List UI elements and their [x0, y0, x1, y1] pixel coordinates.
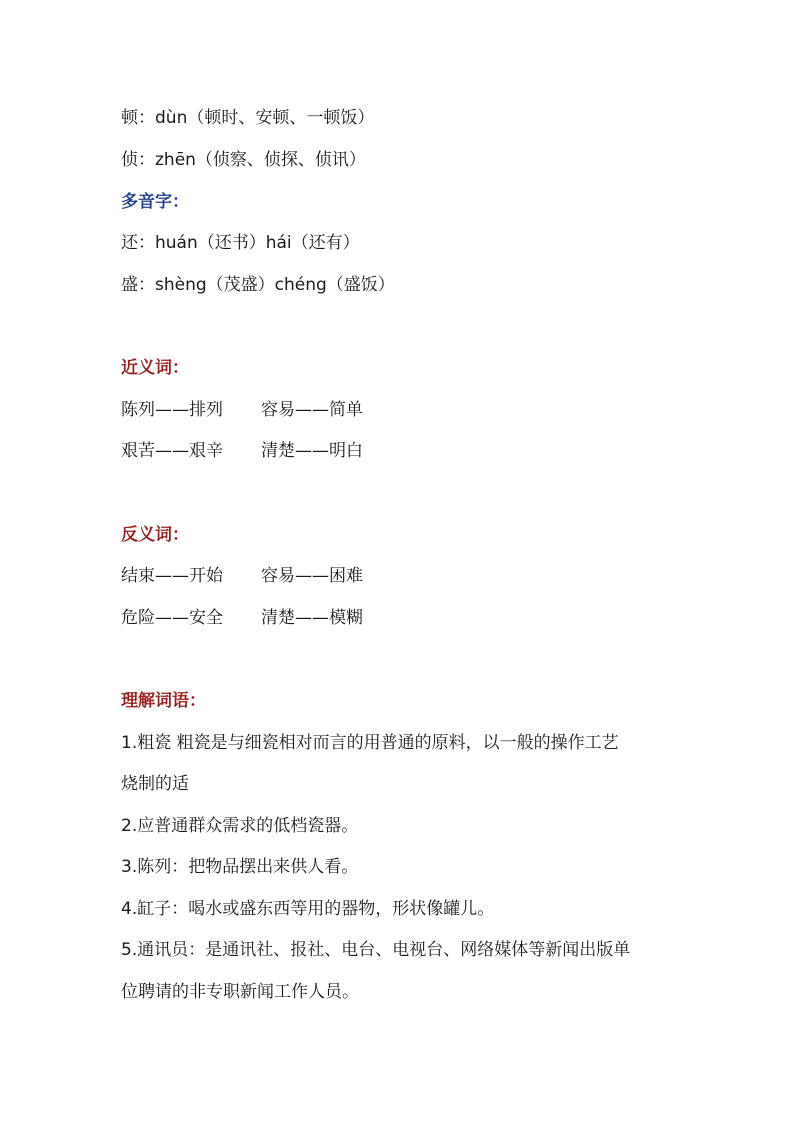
antonym-pair: 清楚——模糊 [261, 608, 363, 628]
polyphonic-item-huan: 还：huán（还书）hái（还有） [121, 233, 360, 253]
polyphonic-heading: 多音字： [121, 192, 189, 212]
synonym-row [121, 400, 363, 420]
definition-line: 5.通讯员：是通讯社、报社、电台、电视台、网络媒体等新闻出版单 [121, 940, 631, 960]
antonym-row [121, 608, 363, 628]
definition-line: 位聘请的非专职新闻工作人员。 [121, 982, 359, 1002]
definition-line: 3.陈列：把物品摆出来供人看。 [121, 857, 359, 877]
definition-line: 1.粗瓷 粗瓷是与细瓷相对而言的用普通的原料，以一般的操作工艺 [121, 733, 619, 753]
definition-line: 烧制的适 [121, 774, 189, 794]
synonym-row [121, 441, 363, 461]
antonym-pair: 危险——安全 [121, 608, 223, 628]
antonym-pair: 结束——开始 [121, 566, 223, 586]
synonym-pair: 容易——简单 [261, 400, 363, 420]
definitions-heading: 理解词语： [121, 691, 206, 711]
reading-line-zhen: 侦：zhēn（侦察、侦探、侦讯） [121, 150, 366, 170]
synonyms-heading: 近义词： [121, 358, 189, 378]
synonym-pair: 艰苦——艰辛 [121, 441, 223, 461]
reading-line-dun: 顿：dùn（顿时、安顿、一顿饭） [121, 108, 375, 128]
synonym-pair: 清楚——明白 [261, 441, 363, 461]
polyphonic-item-sheng: 盛：shèng（茂盛）chéng（盛饭） [121, 275, 395, 295]
definition-line: 4.缸子：喝水或盛东西等用的器物，形状像罐儿。 [121, 899, 495, 919]
antonym-pair: 容易——困难 [261, 566, 363, 586]
antonym-row [121, 566, 363, 586]
synonym-pair: 陈列——排列 [121, 400, 223, 420]
antonyms-heading: 反义词： [121, 525, 189, 545]
definition-line: 2.应普通群众需求的低档瓷器。 [121, 816, 359, 836]
